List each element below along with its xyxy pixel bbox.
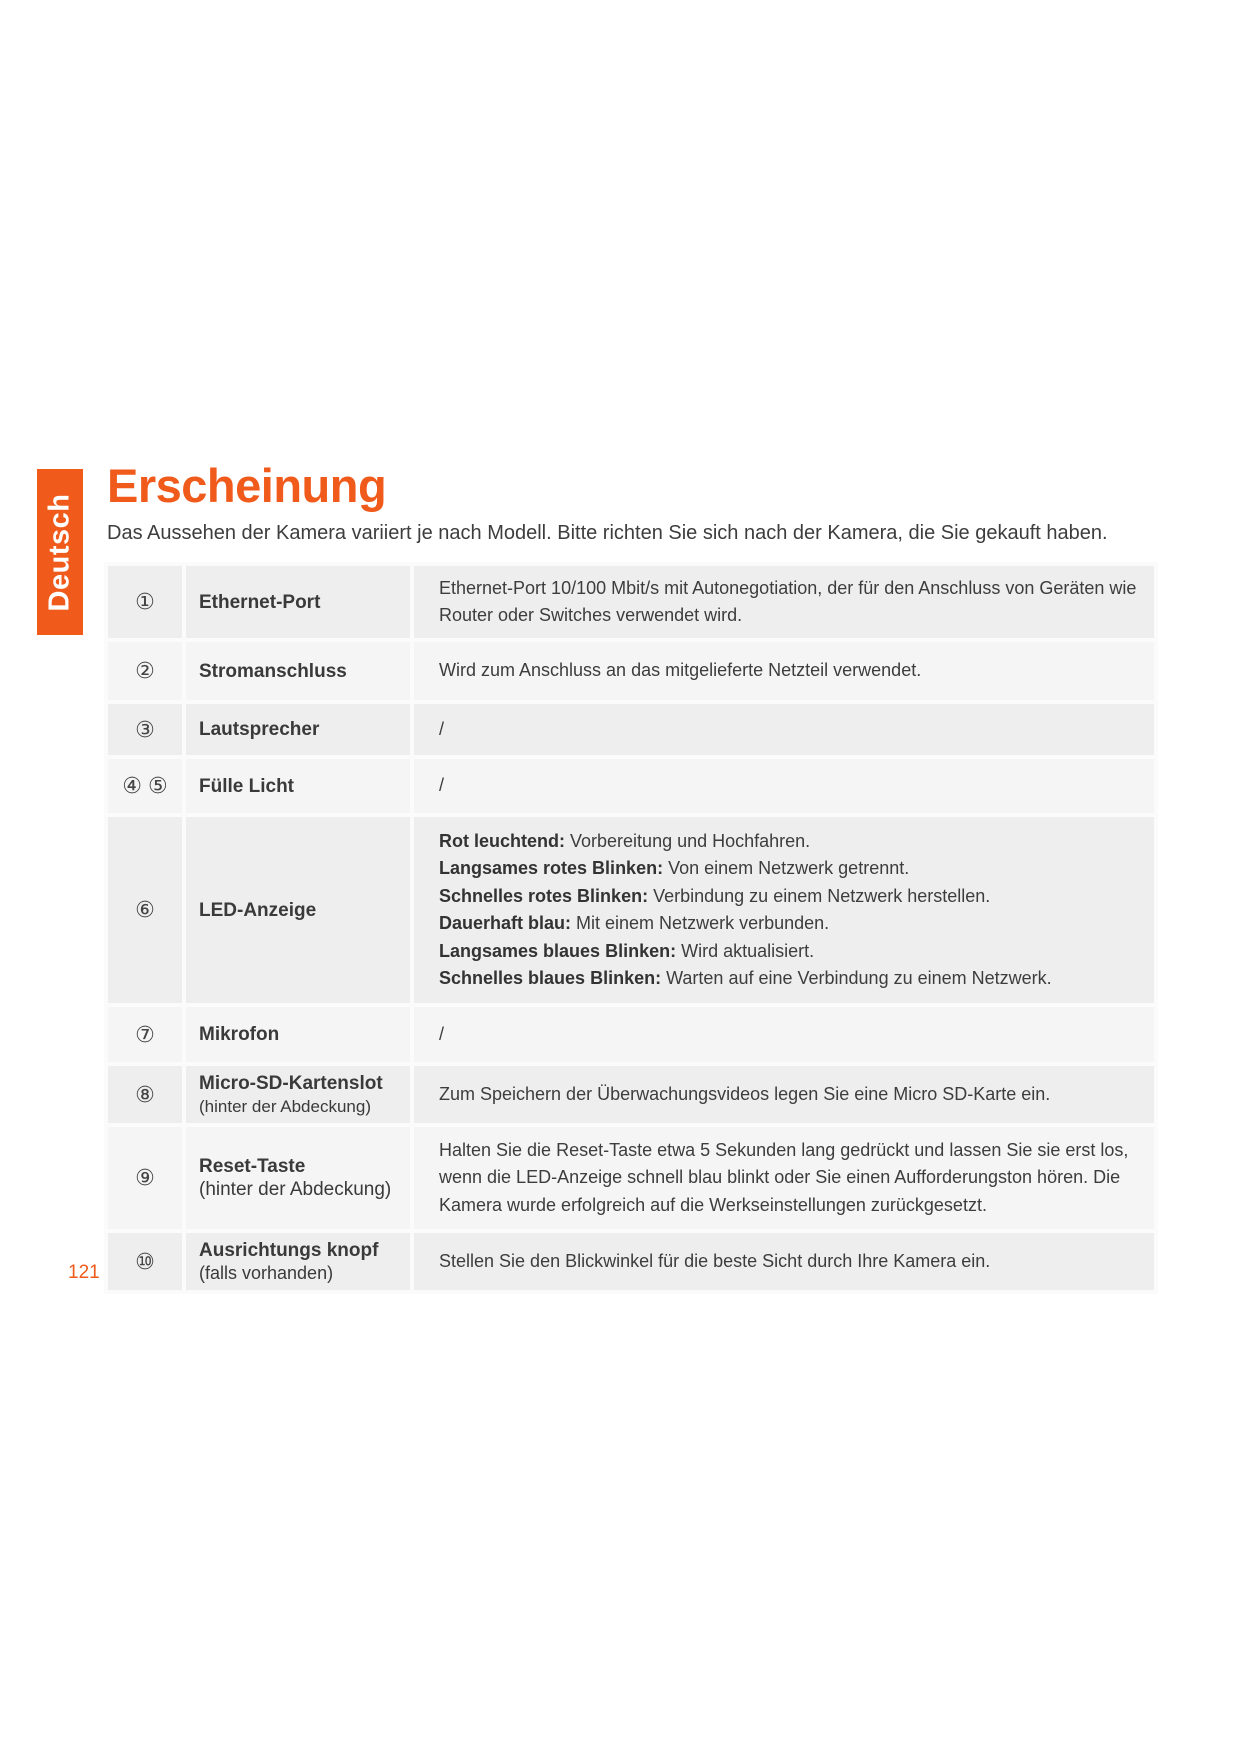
- led-status-item: [439, 883, 1138, 911]
- component-description: /: [414, 1007, 1154, 1062]
- component-name-label: LED-Anzeige: [199, 899, 317, 921]
- component-name-label: Ausrichtungs knopf: [199, 1239, 379, 1261]
- component-name: [186, 642, 410, 700]
- page-title: Erscheinung: [107, 459, 387, 512]
- led-status-label: Langsames blaues Blinken:: [439, 940, 677, 961]
- component-name-label: Reset-Taste: [199, 1156, 306, 1177]
- component-name-note: (hinter der Abdeckung): [199, 1096, 371, 1116]
- component-name-label: Lautsprecher: [199, 719, 320, 740]
- table-row: [108, 1127, 1154, 1229]
- component-name: [186, 704, 410, 755]
- row-number: ⑦: [108, 1007, 182, 1062]
- table-row: [108, 817, 1154, 1003]
- row-number: ⑨: [108, 1127, 182, 1229]
- page-number: 121: [68, 1262, 100, 1283]
- component-description: Halten Sie die Reset-Taste etwa 5 Sekunden lang gedrückt und lassen Sie sie erst los, wenn die LED-Anzeige schnell blau blinkt oder Sie einen Aufforderungston hören. Die Kamera wurde erfolgreich auf die Werkseinstellungen zurückgesetzt.: [414, 1127, 1154, 1229]
- table-row: [108, 759, 1154, 813]
- component-description: Ethernet-Port 10/100 Mbit/s mit Autonegotiation, der für den Anschluss von Geräten wie Router oder Switches verwendet wird.: [414, 566, 1154, 638]
- component-name-label: Fülle Licht: [199, 775, 294, 797]
- component-name-label: Stromanschluss: [199, 660, 347, 682]
- led-status-text: Von einem Netzwerk getrennt.: [668, 858, 910, 878]
- component-name: [186, 1233, 410, 1290]
- component-name: [186, 566, 410, 638]
- row-number: ①: [108, 566, 182, 638]
- led-status-item: [439, 938, 1138, 966]
- component-name: [186, 1007, 410, 1062]
- led-status-text: Mit einem Netzwerk verbunden.: [576, 913, 830, 933]
- component-name-note: (hinter der Abdeckung): [199, 1179, 392, 1200]
- row-number: ⑩: [108, 1233, 182, 1290]
- component-description: Stellen Sie den Blickwinkel für die beste Sicht durch Ihre Kamera ein.: [414, 1233, 1154, 1290]
- led-status-label: Rot leuchtend:: [439, 830, 565, 851]
- led-status-list: [414, 817, 1154, 1003]
- component-name-label: Mikrofon: [199, 1024, 280, 1045]
- table-row: [108, 1007, 1154, 1062]
- component-table: [104, 562, 1158, 1294]
- component-name: [186, 817, 410, 1003]
- row-number: ⑧: [108, 1066, 182, 1123]
- language-tab-label: Deutsch: [43, 493, 76, 611]
- component-name: [186, 1066, 410, 1123]
- component-name-note: (falls vorhanden): [199, 1262, 334, 1283]
- led-status-item: [439, 910, 1138, 938]
- led-status-label: Schnelles blaues Blinken:: [439, 968, 662, 988]
- table-row: [108, 1233, 1154, 1290]
- component-description: Zum Speichern der Überwachungsvideos legen Sie eine Micro SD-Karte ein.: [414, 1066, 1154, 1123]
- table-row: [108, 642, 1154, 700]
- led-status-text: Warten auf eine Verbindung zu einem Netzwerk.: [666, 968, 1052, 988]
- page-subtitle: Das Aussehen der Kamera variiert je nach Modell. Bitte richten Sie sich nach der Kamera, die Sie gekauft haben.: [107, 522, 1108, 544]
- led-status-label: Schnelles rotes Blinken:: [439, 885, 649, 906]
- component-name-label: Micro-SD-Kartenslot: [199, 1072, 383, 1094]
- led-status-label: Langsames rotes Blinken:: [439, 858, 664, 878]
- table-row: [108, 566, 1154, 638]
- component-description: /: [414, 759, 1154, 813]
- led-status-text: Wird aktualisiert.: [681, 940, 815, 961]
- component-description: /: [414, 704, 1154, 755]
- led-status-text: Vorbereitung und Hochfahren.: [570, 830, 811, 851]
- row-number: ④ ⑤: [108, 759, 182, 813]
- component-name-label: Ethernet-Port: [199, 591, 321, 613]
- led-status-item: [439, 965, 1138, 993]
- component-description: Wird zum Anschluss an das mitgelieferte Netzteil verwendet.: [414, 642, 1154, 700]
- row-number: ②: [108, 642, 182, 700]
- component-name: [186, 759, 410, 813]
- language-tab: [37, 469, 83, 635]
- led-status-label: Dauerhaft blau:: [439, 913, 572, 933]
- led-status-item: [439, 828, 1138, 856]
- table-row: [108, 704, 1154, 755]
- component-name: [186, 1127, 410, 1229]
- table-row: [108, 1066, 1154, 1123]
- led-status-text: Verbindung zu einem Netzwerk herstellen.: [653, 885, 991, 906]
- led-status-item: [439, 855, 1138, 883]
- row-number: ⑥: [108, 817, 182, 1003]
- row-number: ③: [108, 704, 182, 755]
